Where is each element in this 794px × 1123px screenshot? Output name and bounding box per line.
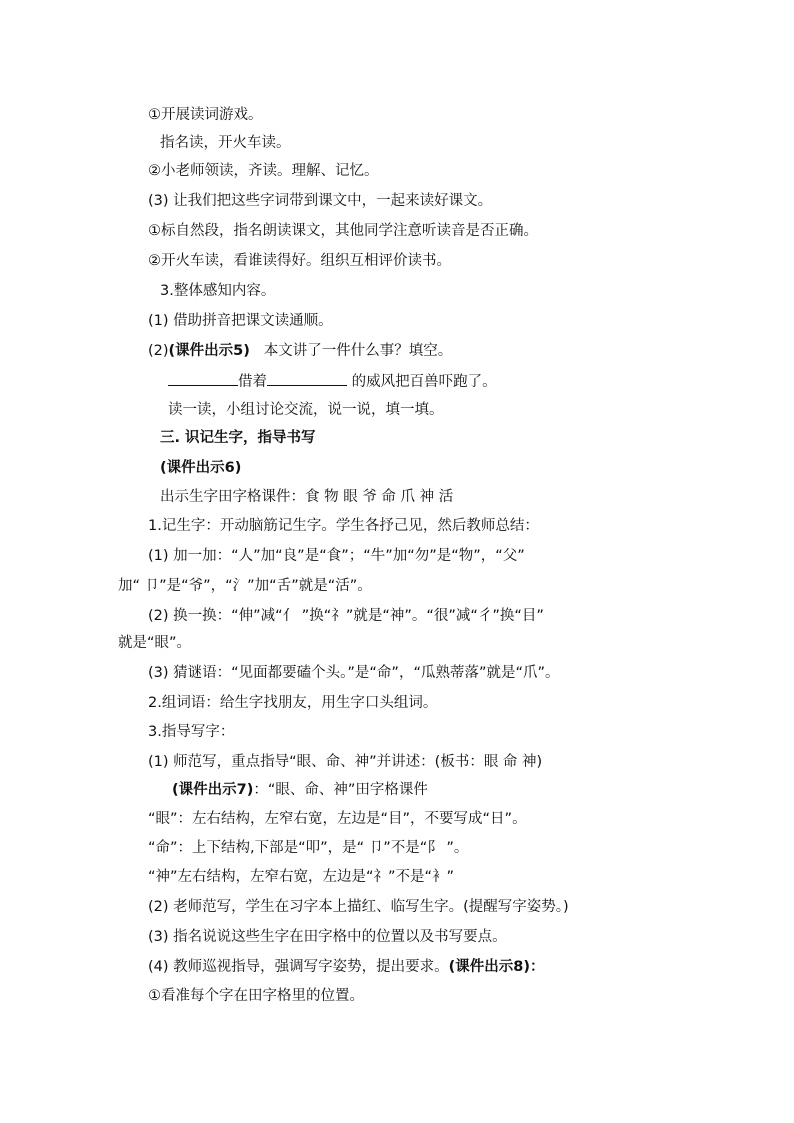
text-line: 指名读，开火车读。 — [160, 135, 291, 151]
text-line: (3) 指名说说这些生字在田字格中的位置以及书写要点。 — [148, 929, 507, 945]
text-line: 3.指导写字： — [148, 724, 235, 740]
text-line: 2.组词语：给生字找朋友，用生字口头组词。 — [148, 695, 438, 711]
courseware-tag: (课件出示6) — [160, 460, 242, 476]
text-line: “命”：上下结构,下部是“叩”，是“ 卩”不是“阝 ”。 — [148, 840, 469, 856]
text-line: (2) 换一换：“伸”减“亻 ”换“礻”就是“神”。“很”减“彳”换“目” — [148, 608, 544, 624]
text-line: ①开展读词游戏。 — [148, 107, 263, 123]
item-number: (2) — [148, 343, 169, 359]
answer-blank[interactable] — [168, 370, 238, 386]
text-line: 1.记生字：开动脑筋记生字。学生各抒己见，然后教师总结： — [148, 518, 539, 534]
text-line: (1) 借助拼音把课文读通顺。 — [148, 313, 333, 329]
courseware-tag: (课件出示5) — [168, 343, 250, 359]
text-line: “眼”：左右结构，左窄右宽，左边是“目”，不要写成“日”。 — [148, 811, 527, 827]
text-line: (2) 老师范写，学生在习字本上描红、临写生字。(提醒写字姿势。) — [148, 899, 569, 915]
text-line: 3.整体感知内容。 — [160, 283, 276, 299]
text-line: “神”左右结构，左窄右宽，左边是“礻”不是“衤” — [148, 869, 455, 885]
courseware-desc: ：“眼、命、神”田字格课件 — [253, 782, 428, 798]
text-line — [172, 780, 732, 800]
text-line: ①标自然段，指名朗读课文，其他同学注意听读音是否正确。 — [148, 223, 538, 239]
courseware-tag: (课件出示8)： — [448, 959, 545, 975]
answer-blank[interactable] — [267, 370, 347, 386]
text-line: (3) 让我们把这些字词带到课文中，一起来读好课文。 — [148, 193, 493, 209]
text-line: ②开火车读，看谁读得好。组织互相评价读书。 — [148, 253, 451, 269]
item-text: (4) 教师巡视指导，强调写字姿势，提出要求。 — [148, 959, 449, 975]
text-line: (1) 师范写，重点指导“眼、命、神”并讲述：(板书：眼 命 神) — [148, 754, 543, 770]
text-line: (3) 猜谜语：“见面都要磕个头。”是“命”，“瓜熟蒂落”就是“爪”。 — [148, 665, 560, 681]
courseware-tag: (课件出示7) — [172, 782, 254, 798]
text-line: 读一读，小组讨论交流，说一说，填一填。 — [168, 402, 444, 418]
fill-blank-line — [168, 370, 728, 392]
text-line: 出示生字田字格课件：食 物 眼 爷 命 爪 神 活 — [160, 489, 454, 505]
text-line: 加“ 卩”是“爷”，“氵”加“舌”就是“活”。 — [118, 578, 372, 594]
text-line — [148, 957, 708, 977]
text-line: ①看准每个字在田字格里的位置。 — [148, 988, 364, 1004]
text-line: ②小老师领读，齐读。理解、记忆。 — [148, 163, 379, 179]
text-line — [148, 341, 708, 361]
text-line: 就是“眼”。 — [118, 635, 192, 651]
blank-ending: 的威风把百兽吓跑了。 — [351, 374, 497, 390]
text-line: (1) 加一加：“人”加“良”是“食”；“牛”加“勿”是“物”，“父” — [148, 548, 525, 564]
question-text: 本文讲了一件什么事？填空。 — [263, 343, 453, 359]
blank-connector: 借着 — [238, 374, 267, 390]
section-heading: 三. 识记生字，指导书写 — [160, 430, 316, 446]
